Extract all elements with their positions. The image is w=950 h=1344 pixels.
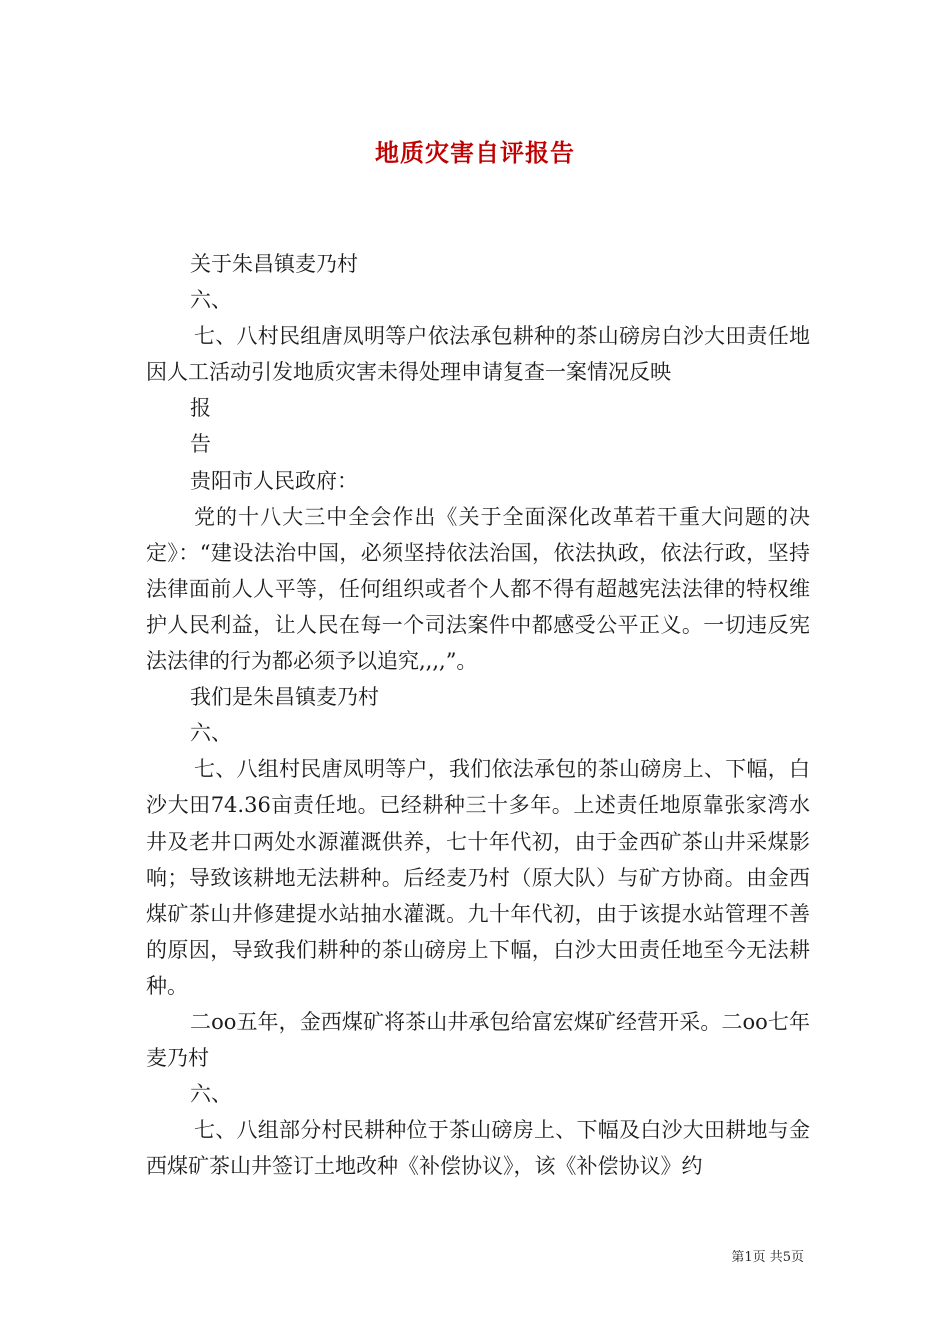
paragraph: 贵阳市人民政府：	[190, 468, 358, 493]
paragraph: 二oo五年，金西煤矿将茶山井承包给富宏煤矿经营开采。二oo七年麦乃村	[146, 1009, 810, 1071]
paragraph: 告	[190, 432, 211, 457]
paragraph: 七、八村民组唐凤明等户依法承包耕种的茶山磅房白沙大田责任地因人工活动引发地质灾害未得处理申请复查一案情况反映	[146, 324, 810, 385]
paragraph: 六、	[190, 1082, 232, 1107]
paragraph: 七、八组村民唐凤明等户，我们依法承包的茶山磅房上、下幅，白沙大田74.36亩责任地。已经耕种三十多年。上述责任地原靠张家湾水井及老井口两处水源灌溉供养，七十年代初，由于金西矿茶山井采煤影响；导致该耕地无法耕种。后经麦乃村（原大队）与矿方协商。由金西煤矿茶山井修建提水站抽水灌溉。九十年代初，由于该提水站管理不善的原因，导致我们耕种的茶山磅房上下幅，白沙大田责任地至今无法耕种。	[146, 757, 810, 998]
paragraph: 报	[190, 396, 211, 421]
paragraph: 六、	[190, 288, 232, 313]
paragraph: 我们是朱昌镇麦乃村	[190, 685, 379, 710]
page-number: 第1页 共5页	[731, 1250, 804, 1265]
paragraph: 关于朱昌镇麦乃村	[190, 252, 358, 276]
page-title: 地质灾害自评报告	[375, 138, 575, 167]
paragraph: 党的十八大三中全会作出《关于全面深化改革若干重大问题的决定》：“建设法治中国，必须坚持依法治国，依法执政，依法行政，坚持法律面前人人平等，任何组织或者个人都不得有超越宪法法律的特权维护人民利益，让人民在每一个司法案件中都感受公平正义。一切违反宪法法律的行为都必须予以追究,,,,”。	[146, 504, 810, 674]
document-body	[146, 246, 810, 1184]
paragraph: 七、八组部分村民耕种位于茶山磅房上、下幅及白沙大田耕地与金西煤矿茶山井签订土地改种《补偿协议》，该《补偿协议》约	[146, 1118, 810, 1179]
paragraph: 六、	[190, 721, 232, 746]
